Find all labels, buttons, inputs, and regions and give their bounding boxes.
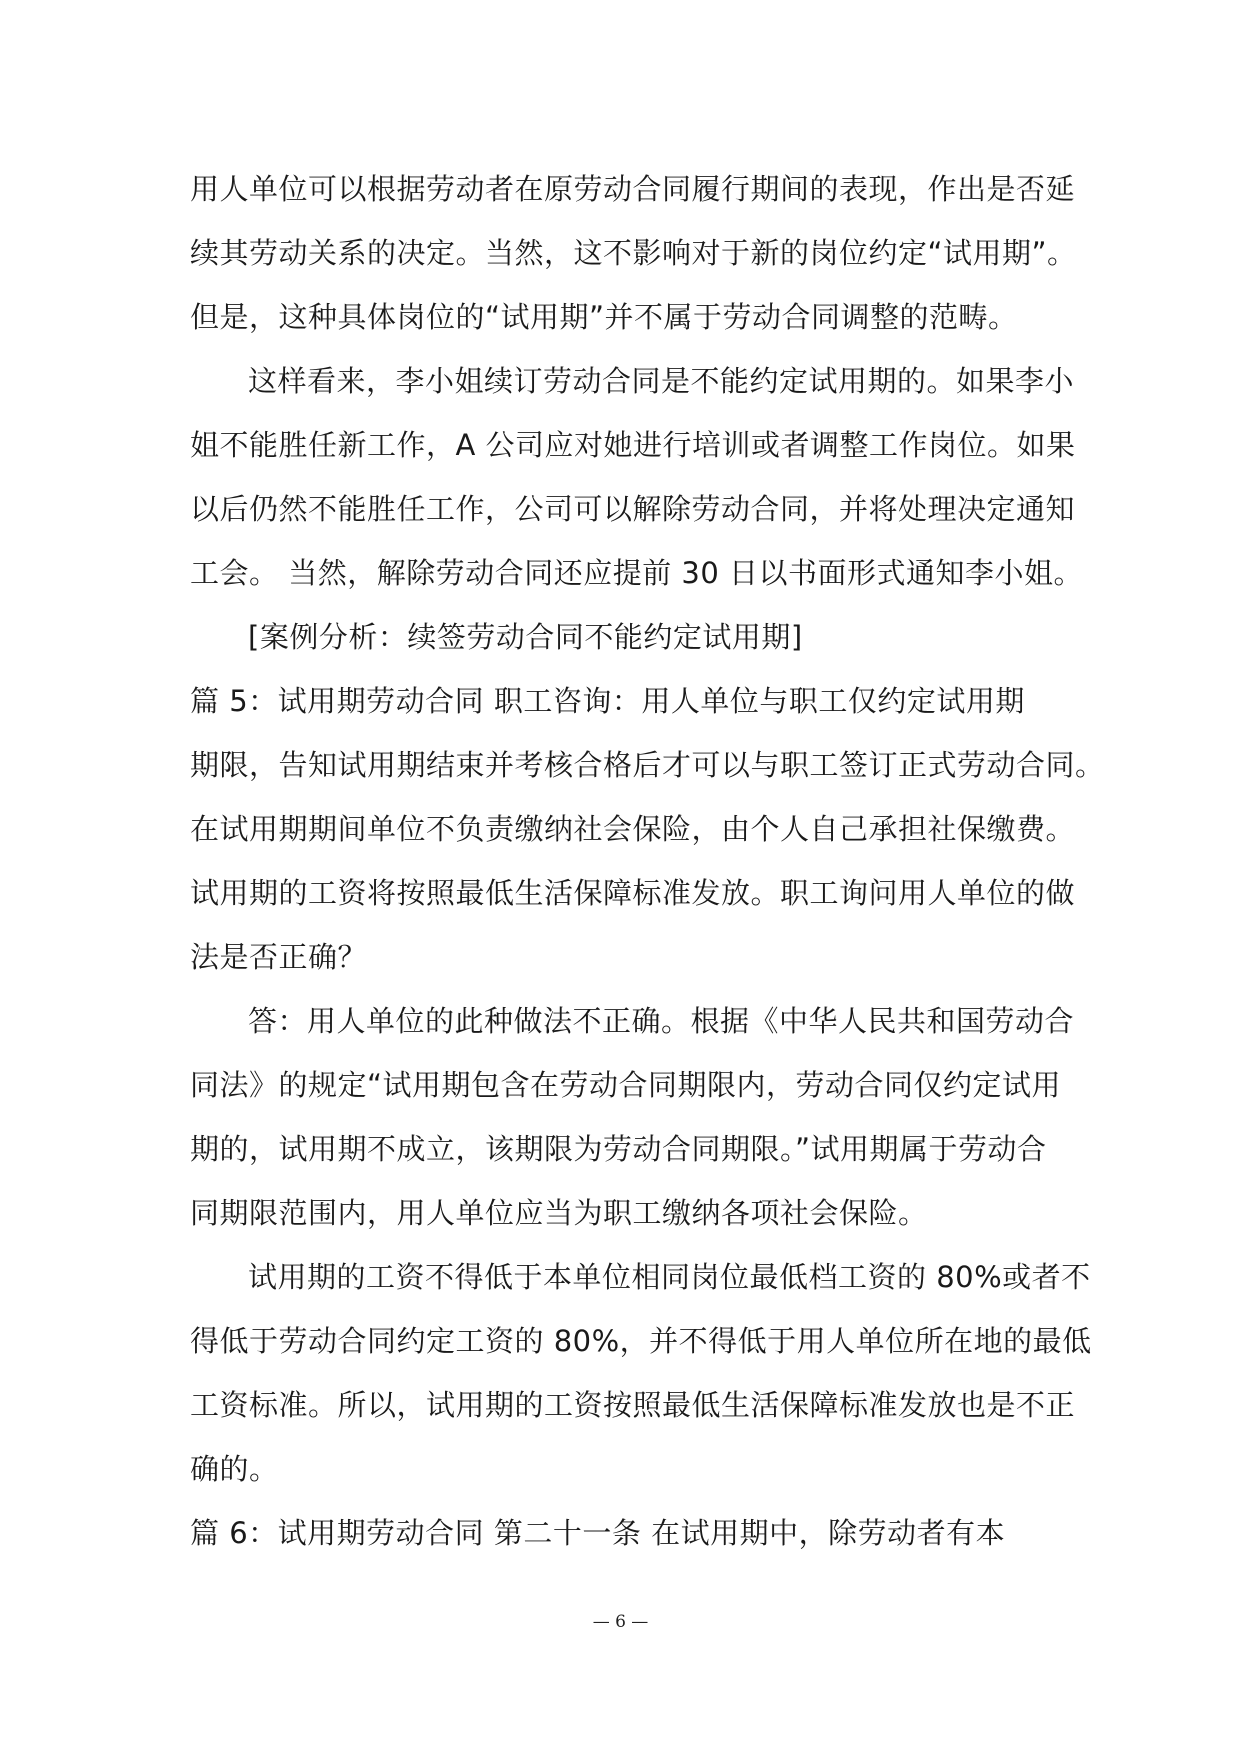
paragraph-start-line: 这样看来，李小姐续订劳动合同是不能约定试用期的。如果李小: [248, 364, 1075, 398]
text-line: 工资标准。所以，试用期的工资按照最低生活保障标准发放也是不正: [190, 1388, 1076, 1422]
body-text: [190, 157, 1105, 1565]
text-line: 期的，试用期不成立，该期限为劳动合同期限。”试用期属于劳动合: [190, 1132, 1047, 1166]
text-line: 但是，这种具体岗位的“试用期”并不属于劳动合同调整的范畴。: [190, 300, 1018, 334]
text-line: 得低于劳动合同约定工资的 80%，并不得低于用人单位所在地的最低: [190, 1324, 1092, 1358]
section-6-heading-line: 篇 6：试用期劳动合同 第二十一条 在试用期中，除劳动者有本: [190, 1516, 1006, 1550]
section-5-heading-line: 篇 5：试用期劳动合同 职工咨询：用人单位与职工仅约定试用期: [190, 684, 1025, 718]
text-line: 在试用期期间单位不负责缴纳社会保险，由个人自己承担社保缴费。: [190, 812, 1076, 846]
text-line: 期限，告知试用期结束并考核合格后才可以与职工签订正式劳动合同。: [190, 748, 1105, 782]
text-line: 姐不能胜任新工作，A 公司应对她进行培训或者调整工作岗位。如果: [190, 428, 1076, 462]
text-line: 同期限范围内，用人单位应当为职工缴纳各项社会保险。: [190, 1196, 928, 1230]
text-line: 试用期的工资将按照最低生活保障标准发放。职工询问用人单位的做: [190, 876, 1076, 910]
text-line: 工会。 当然，解除劳动合同还应提前 30 日以书面形式通知李小姐。: [190, 556, 1084, 590]
text-line: 以后仍然不能胜任工作，公司可以解除劳动合同，并将处理决定通知: [190, 492, 1076, 526]
case-analysis-heading: [案例分析：续签劳动合同不能约定试用期]: [248, 620, 803, 654]
answer-paragraph-start: 答：用人单位的此种做法不正确。根据《中华人民共和国劳动合: [248, 1004, 1075, 1038]
page-number: — 6 —: [592, 1612, 649, 1632]
text-line: 续其劳动关系的决定。当然，这不影响对于新的岗位约定“试用期”。: [190, 236, 1077, 270]
text-line: 用人单位可以根据劳动者在原劳动合同履行期间的表现，作出是否延: [190, 172, 1076, 206]
text-line: 法是否正确？: [190, 940, 368, 974]
paragraph-start-line: 试用期的工资不得低于本单位相同岗位最低档工资的 80%或者不: [248, 1260, 1091, 1294]
text-line: 同法》的规定“试用期包含在劳动合同期限内，劳动合同仅约定试用: [190, 1068, 1062, 1102]
text-line: 确的。: [190, 1452, 279, 1486]
